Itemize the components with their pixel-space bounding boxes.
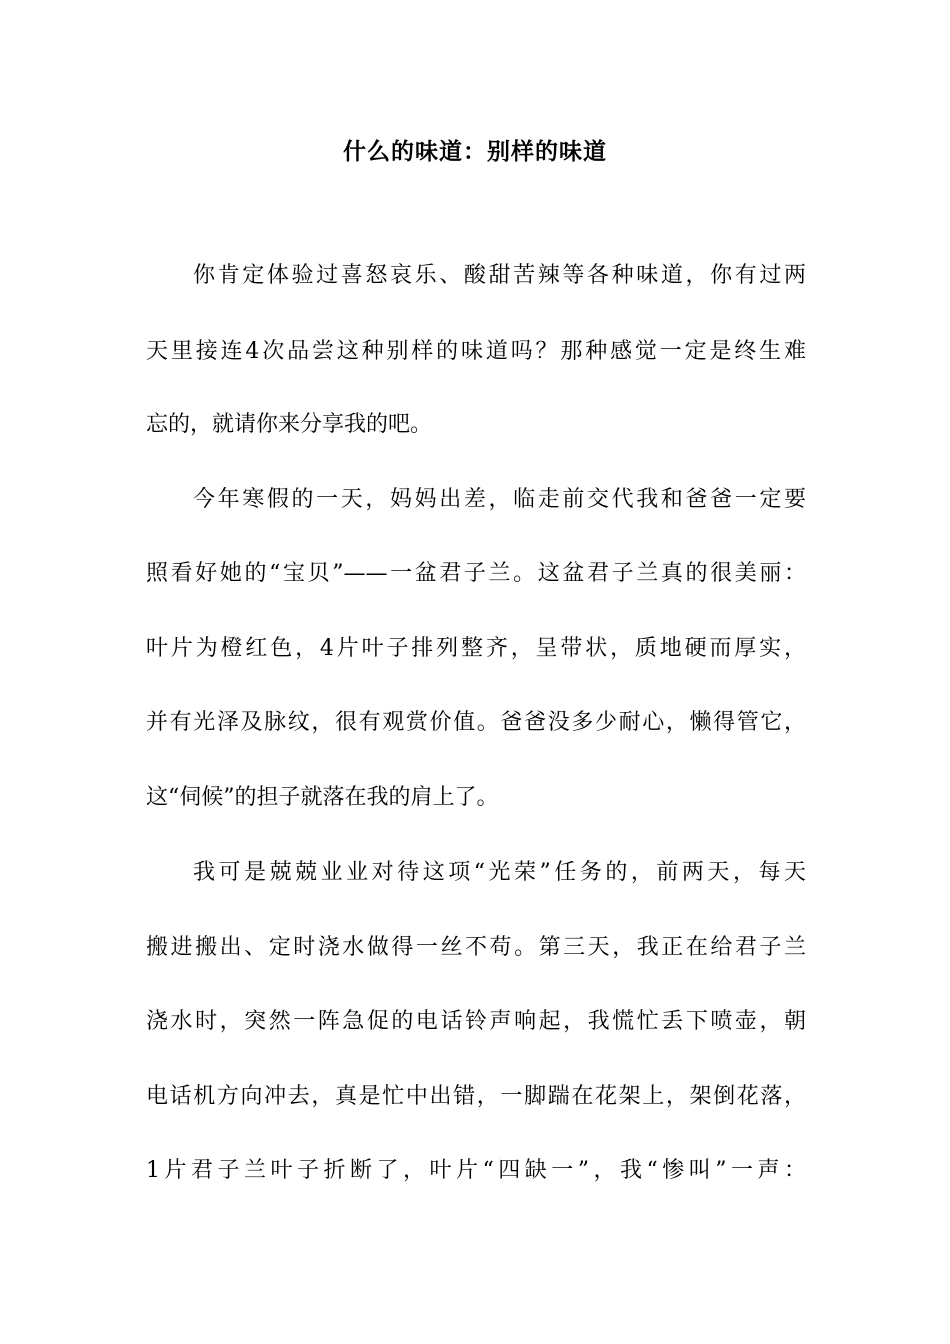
paragraph-3-line-1: 我可是兢兢业业对待这项“光荣”任务的，前两天，每天	[193, 860, 806, 885]
paragraph-3-line-2: 搬进搬出、定时浇水做得一丝不苟。第三天，我正在给君子兰	[146, 935, 806, 960]
paragraph-2-line-2: 照看好她的“宝贝”——一盆君子兰。这盆君子兰真的很美丽：	[146, 561, 806, 586]
paragraph-1-line-1: 你肯定体验过喜怒哀乐、酸甜苦辣等各种味道，你有过两	[193, 263, 806, 288]
paragraph-3-line-3: 浇水时，突然一阵急促的电话铃声响起，我慌忙丢下喷壶，朝	[146, 1009, 806, 1034]
paragraph-2-line-5: 这“伺候”的担子就落在我的肩上了。	[146, 785, 499, 810]
paragraph-2-line-3: 叶片为橙红色，4片叶子排列整齐，呈带状，质地硬而厚实，	[146, 636, 806, 661]
paragraph-3-line-5: 1片君子兰叶子折断了，叶片“四缺一”，我“惨叫”一声：	[146, 1158, 806, 1183]
page-title: 什么的味道：别样的味道	[343, 139, 607, 165]
paragraph-2-line-4: 并有光泽及脉纹，很有观赏价值。爸爸没多少耐心，懒得管它，	[146, 710, 806, 735]
paragraph-2-line-1: 今年寒假的一天，妈妈出差，临走前交代我和爸爸一定要	[193, 487, 806, 512]
paragraph-3-line-4: 电话机方向冲去，真是忙中出错，一脚踹在花架上，架倒花落，	[146, 1084, 806, 1109]
paragraph-1-line-2: 天里接连4次品尝这种别样的味道吗？那种感觉一定是终生难	[146, 339, 806, 364]
paragraph-1-line-3: 忘的，就请你来分享我的吧。	[146, 412, 433, 437]
